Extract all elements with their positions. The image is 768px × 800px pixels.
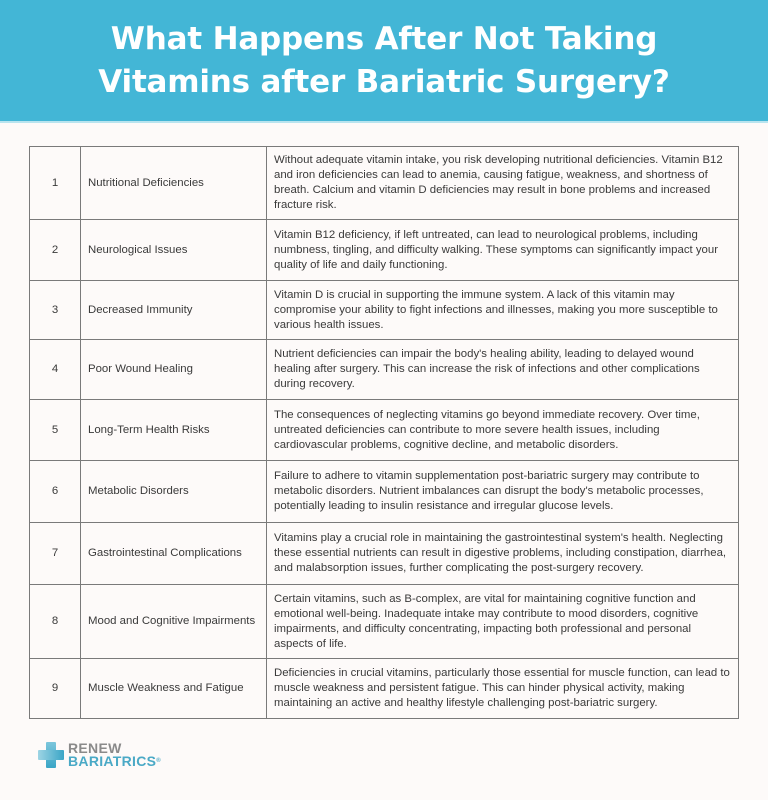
row-number: 2 bbox=[30, 220, 81, 281]
registered-mark: ® bbox=[156, 758, 162, 764]
page-title-line-2: Vitamins after Bariatric Surgery? bbox=[98, 63, 670, 100]
row-description: Without adequate vitamin intake, you risk developing nutritional deficiencies. Vitamin B12 and iron deficiencies can lead to anemia, causing fatigue, weakness, and shortness of breath. Calcium and vitamin D deficiencies may result in bone problems and increased fracture risk. bbox=[267, 147, 739, 220]
effects-table bbox=[29, 146, 739, 719]
table-row bbox=[30, 585, 739, 659]
row-number: 9 bbox=[30, 659, 81, 719]
table-row bbox=[30, 461, 739, 523]
row-topic: Muscle Weakness and Fatigue bbox=[81, 659, 267, 719]
table-row bbox=[30, 400, 739, 461]
table-row bbox=[30, 659, 739, 719]
row-topic: Long-Term Health Risks bbox=[81, 400, 267, 461]
row-description: Deficiencies in crucial vitamins, particularly those essential for muscle function, can lead to muscle weakness and persistent fatigue. This can hinder physical activity, making maintaining an active and healthy lifestyle challenging post-bariatric surgery. bbox=[267, 659, 739, 719]
row-topic: Gastrointestinal Complications bbox=[81, 523, 267, 585]
table-row bbox=[30, 220, 739, 281]
row-number: 5 bbox=[30, 400, 81, 461]
logo-line-2 bbox=[68, 755, 161, 768]
row-description: Vitamins play a crucial role in maintaining the gastrointestinal system's health. Neglecting these essential nutrients can result in digestive problems, including constipation, diarrhea, and malabsorption issues, further complicating the post-surgery recovery. bbox=[267, 523, 739, 585]
page-title-line-1: What Happens After Not Taking bbox=[110, 20, 658, 57]
logo-line-1: RENEW bbox=[68, 740, 122, 756]
row-topic: Poor Wound Healing bbox=[81, 340, 267, 400]
row-description: The consequences of neglecting vitamins go beyond immediate recovery. Over time, untreated deficiencies can contribute to more severe health issues, including cardiovascular problems, cognitive decline, and metabolic disorders. bbox=[267, 400, 739, 461]
row-topic: Metabolic Disorders bbox=[81, 461, 267, 523]
row-description: Vitamin B12 deficiency, if left untreated, can lead to neurological problems, including numbness, tingling, and difficulty walking. These symptoms can significantly impact your quality of life and daily functioning. bbox=[267, 220, 739, 281]
row-topic: Decreased Immunity bbox=[81, 281, 267, 340]
row-topic: Neurological Issues bbox=[81, 220, 267, 281]
row-description: Certain vitamins, such as B-complex, are vital for maintaining cognitive function and emotional well-being. Inadequate intake may contribute to mood disorders, cognitive impairments, and difficulty concentrating, impacting both professional and personal aspects of life. bbox=[267, 585, 739, 659]
medical-cross-icon bbox=[38, 742, 64, 768]
table-row bbox=[30, 340, 739, 400]
row-description: Vitamin D is crucial in supporting the immune system. A lack of this vitamin may compromise your ability to fight infections and illnesses, making you more susceptible to various health issues. bbox=[267, 281, 739, 340]
title-banner bbox=[0, 0, 768, 121]
row-topic: Mood and Cognitive Impairments bbox=[81, 585, 267, 659]
row-number: 1 bbox=[30, 147, 81, 220]
row-number: 7 bbox=[30, 523, 81, 585]
row-number: 8 bbox=[30, 585, 81, 659]
table-row bbox=[30, 281, 739, 340]
logo-brand-name: BARIATRICS bbox=[68, 753, 157, 769]
row-number: 6 bbox=[30, 461, 81, 523]
row-number: 4 bbox=[30, 340, 81, 400]
row-topic: Nutritional Deficiencies bbox=[81, 147, 267, 220]
row-description: Nutrient deficiencies can impair the body's healing ability, leading to delayed wound healing after surgery. This can increase the risk of infections and other complications during recovery. bbox=[267, 340, 739, 400]
table-row bbox=[30, 147, 739, 220]
brand-logo bbox=[38, 742, 161, 768]
header-divider bbox=[0, 121, 768, 123]
row-number: 3 bbox=[30, 281, 81, 340]
table-row bbox=[30, 523, 739, 585]
row-description: Failure to adhere to vitamin supplementation post-bariatric surgery may contribute to metabolic disorders. Nutrient imbalances can disrupt the body's metabolic processes, potentially leading to insulin resistance and irregular glucose levels. bbox=[267, 461, 739, 523]
